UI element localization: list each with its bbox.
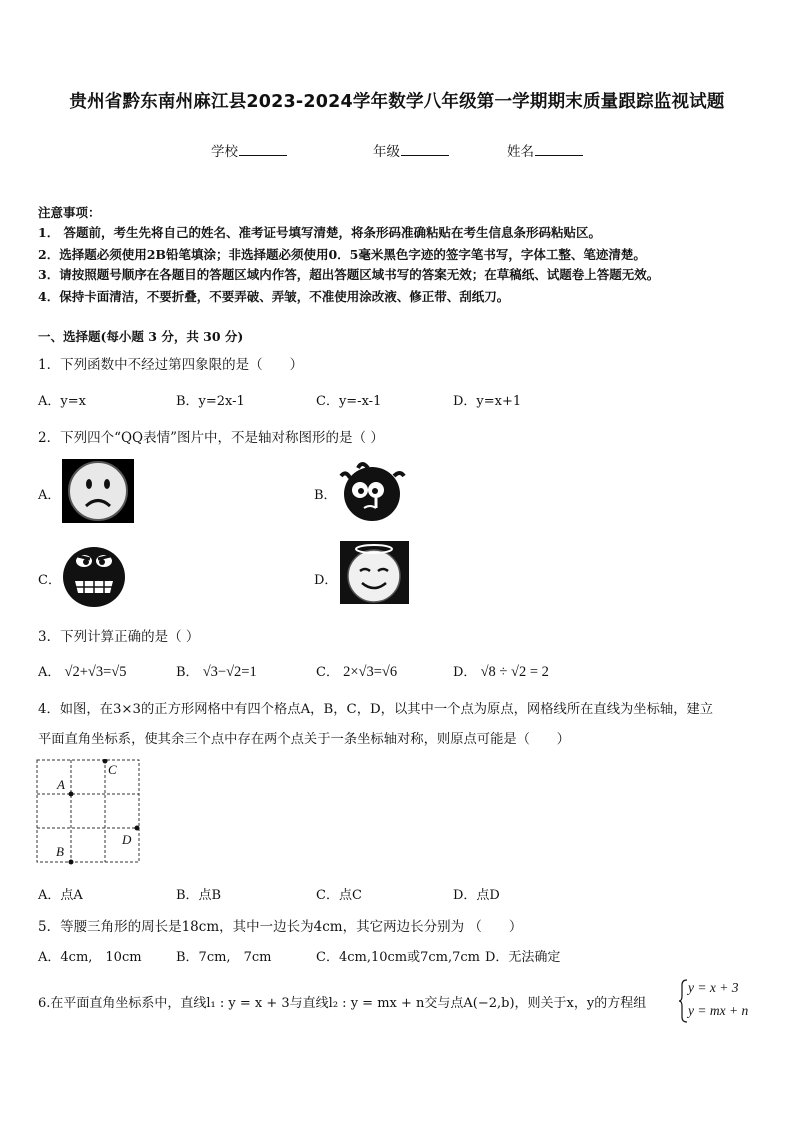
q1-option-d[interactable]: D．y=x+1 — [453, 394, 522, 409]
q4-stem-line1: 4．如图，在3×3的正方形网格中有四个格点A，B，C，D，以其中一个点为原点，网格线所在直线为坐标轴，建立 — [38, 702, 714, 717]
grade-field[interactable] — [373, 140, 449, 160]
q3-option-d[interactable] — [453, 661, 549, 681]
q2-option-a-label[interactable]: A． — [38, 488, 61, 503]
q4-stem-line2: 平面直角坐标系，使其余三个点中存在两个点关于一条坐标轴对称，则原点可能是（ ） — [38, 732, 570, 747]
name-label: 姓名 — [507, 144, 534, 160]
system-eq-1: y = x + 3 — [688, 980, 739, 995]
q1-option-c[interactable]: C．y=-x-1 — [316, 394, 382, 409]
q4-option-b[interactable]: B．点B — [176, 888, 222, 903]
left-brace-icon — [678, 979, 688, 1023]
note-item: 1． 答题前，考生先将自己的姓名、准考证号填写清楚，将条形码准确粘贴在考生信息条形码粘贴区。 — [38, 225, 602, 240]
grid-point-c — [103, 759, 108, 764]
note-item: 3．请按照题号顺序在各题目的答题区域内作答，超出答题区域书写的答案无效；在草稿纸、试题卷上答题无效。 — [38, 267, 660, 282]
name-blank[interactable] — [535, 143, 583, 156]
grid-label-a: A — [57, 777, 65, 792]
equation-system — [678, 979, 778, 1023]
sad-face-image[interactable] — [62, 459, 134, 523]
q2-option-d-label[interactable]: D． — [314, 573, 338, 588]
school-blank[interactable] — [239, 143, 287, 156]
q3-option-a-label: A． — [38, 665, 61, 680]
grid-point-a — [69, 792, 74, 797]
q5-option-d[interactable]: D．无法确定 — [485, 950, 561, 965]
q6-stem: 6.在平面直角坐标系中，直线l₁ : y = x + 3与直线l₂ : y = mx + n交与点A(−2,b)，则关于x，y的方程组 — [38, 996, 647, 1011]
q2-stem: 2．下列四个“QQ表情”图片中，不是轴对称图形的是（ ） — [38, 430, 384, 446]
q3-option-c-label: C． — [316, 665, 339, 680]
q2-option-b-label[interactable]: B． — [314, 488, 337, 503]
page-title: 贵州省黔东南州麻江县2023-2024学年数学八年级第一学期期末质量跟踪监视试题 — [69, 92, 725, 112]
grid-point-d — [135, 826, 140, 831]
q4-option-d[interactable]: D．点D — [453, 888, 500, 903]
q5-option-a[interactable]: A．4cm, 10cm — [38, 950, 142, 965]
q5-option-c[interactable]: C．4cm,10cm或7cm,7cm — [316, 950, 480, 965]
q3-option-a[interactable] — [38, 661, 127, 681]
q3-option-c-expr: 2×√3=√6 — [343, 664, 398, 680]
crying-face-image[interactable] — [338, 458, 406, 524]
note-item: 4．保持卡面清洁，不要折叠，不要弄破、弄皱，不准使用涂改液、修正带、刮纸刀。 — [38, 289, 510, 304]
school-label: 学校 — [211, 144, 238, 160]
name-field[interactable] — [507, 140, 583, 160]
q3-option-b-label: B． — [176, 665, 199, 680]
grid-figure — [36, 759, 144, 867]
q1-option-b[interactable]: B．y=2x-1 — [176, 394, 245, 409]
q3-option-c[interactable] — [316, 661, 397, 681]
angry-face-image[interactable] — [60, 545, 128, 609]
q3-option-b[interactable] — [176, 661, 257, 681]
grid-label-b: B — [56, 844, 64, 859]
school-field[interactable] — [211, 140, 287, 160]
angel-face-image[interactable] — [340, 541, 409, 604]
grid-point-b — [69, 860, 74, 865]
system-eq-2: y = mx + n — [688, 1003, 749, 1018]
q4-option-c[interactable]: C．点C — [316, 888, 362, 903]
q5-stem: 5．等腰三角形的周长是18cm，其中一边长为4cm，其它两边长分别为 （ ） — [38, 919, 523, 935]
section-heading: 一、选择题(每小题 3 分，共 30 分) — [38, 329, 244, 344]
q2-option-c-label[interactable]: C． — [38, 573, 61, 588]
q1-option-a[interactable]: A．y=x — [38, 394, 86, 409]
note-item: 2．选择题必须使用2B铅笔填涂；非选择题必须使用0．5毫米黑色字迹的签字笔书写，字体工整、笔迹清楚。 — [38, 247, 646, 262]
grid-label-d: D — [122, 832, 132, 847]
q3-option-d-expr: √8 ÷ √2 = 2 — [480, 664, 549, 680]
q3-option-b-expr: √3−√2=1 — [202, 664, 257, 680]
grade-blank[interactable] — [401, 143, 449, 156]
q3-option-a-expr: √2+√3=√5 — [64, 664, 127, 680]
q3-option-d-label: D． — [453, 665, 477, 680]
grid-label-c: C — [108, 762, 117, 777]
q1-stem: 1．下列函数中不经过第四象限的是（ ） — [38, 357, 304, 373]
notes-heading: 注意事项： — [38, 205, 101, 220]
grade-label: 年级 — [373, 144, 400, 160]
q4-option-a[interactable]: A．点A — [38, 888, 83, 903]
q5-option-b[interactable]: B．7cm, 7cm — [176, 950, 272, 965]
q3-stem: 3．下列计算正确的是（ ） — [38, 629, 200, 645]
